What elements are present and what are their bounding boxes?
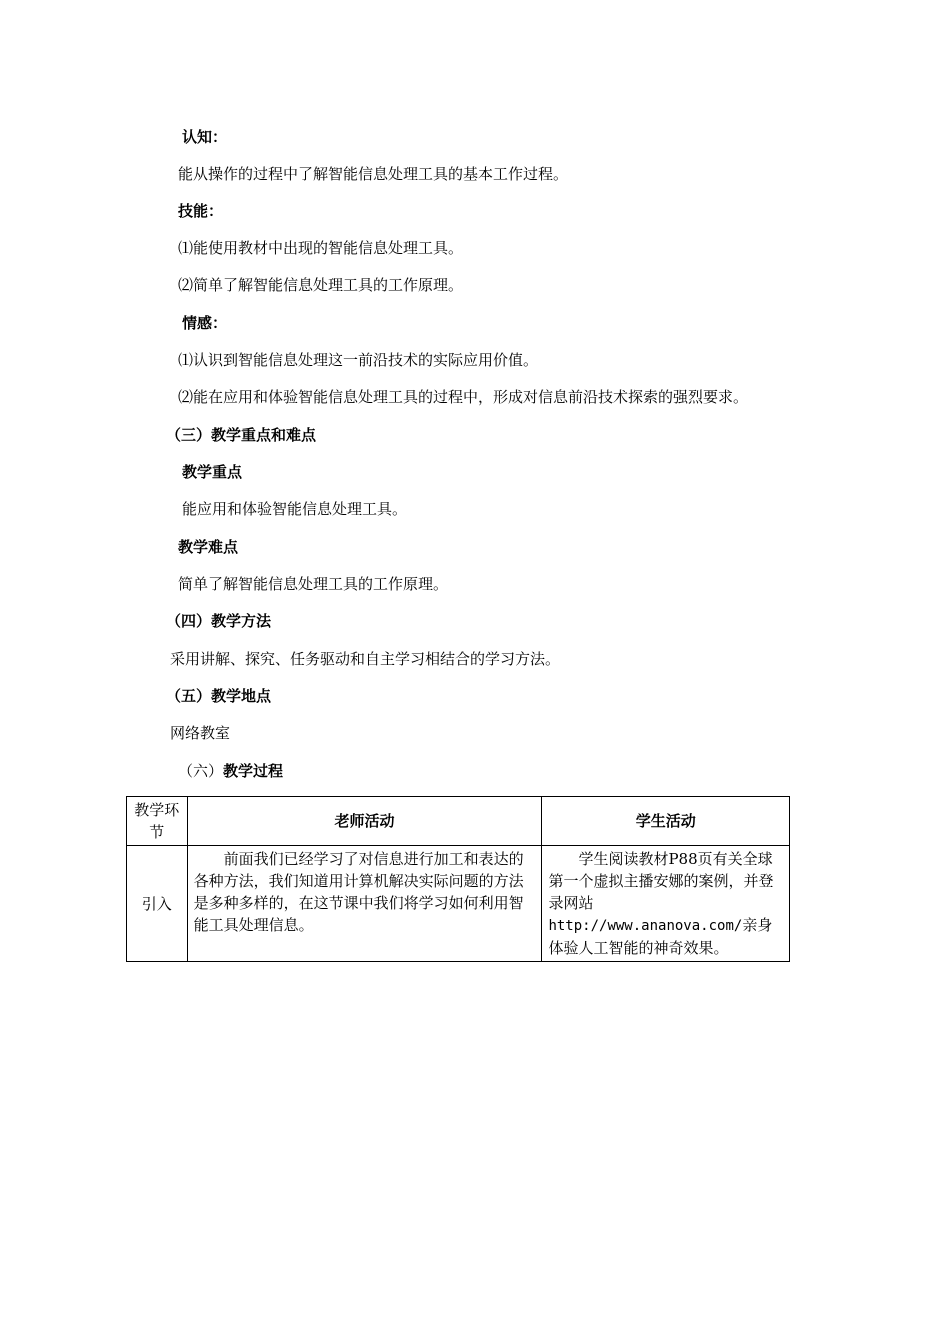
skill-heading: 技能： — [178, 202, 224, 220]
section3-heading: （三）教学重点和难点 — [166, 426, 317, 444]
section4-text: 采用讲解、探究、任务驱动和自主学习相结合的学习方法。 — [170, 650, 561, 668]
difficulty-text: 简单了解智能信息处理工具的工作原理。 — [178, 575, 449, 593]
section4-heading: （四）教学方法 — [166, 612, 272, 630]
skill-item: ⑴能使用教材中出现的智能信息处理工具。 — [178, 239, 464, 257]
header-stage: 教学环节 — [127, 797, 188, 846]
emotion-item: ⑵能在应用和体验智能信息处理工具的过程中，形成对信息前沿技术探索的强烈要求。 — [178, 388, 749, 406]
section5-text: 网络教室 — [170, 724, 231, 742]
teaching-process-table — [126, 796, 790, 962]
table-header-row — [127, 797, 790, 846]
student-activity-cell — [542, 846, 790, 962]
header-student: 学生活动 — [542, 797, 790, 846]
teacher-activity-cell: 前面我们已经学习了对信息进行加工和表达的各种方法，我们知道用计算机解决实际问题的方法是多种多样的，在这节课中我们将学习如何利用智能工具处理信息。 — [187, 846, 542, 962]
stage-cell: 引入 — [127, 846, 188, 962]
student-activity-text-end: 亲身体验人工智能的神奇效果。 — [548, 916, 773, 957]
key-point-text: 能应用和体验智能信息处理工具。 — [182, 500, 408, 518]
emotion-heading: 情感： — [182, 314, 228, 332]
section6-title: 教学过程 — [223, 762, 284, 780]
cognition-heading: 认知： — [182, 128, 228, 146]
cognition-text: 能从操作的过程中了解智能信息处理工具的基本工作过程。 — [178, 165, 569, 183]
section5-heading: （五）教学地点 — [166, 687, 272, 705]
header-teacher: 老师活动 — [187, 797, 542, 846]
table-row — [127, 846, 790, 962]
skill-item: ⑵简单了解智能信息处理工具的工作原理。 — [178, 276, 464, 294]
student-activity-text: 学生阅读教材P88页有关全球第一个虚拟主播安娜的案例，并登录网站 — [548, 850, 774, 912]
section6-heading — [178, 761, 283, 781]
website-link[interactable]: http://www.ananova.com/ — [548, 918, 743, 934]
section6-prefix: （六） — [178, 762, 224, 780]
key-point-heading: 教学重点 — [182, 463, 243, 481]
emotion-item: ⑴认识到智能信息处理这一前沿技术的实际应用价值。 — [178, 351, 539, 369]
difficulty-heading: 教学难点 — [178, 538, 239, 556]
